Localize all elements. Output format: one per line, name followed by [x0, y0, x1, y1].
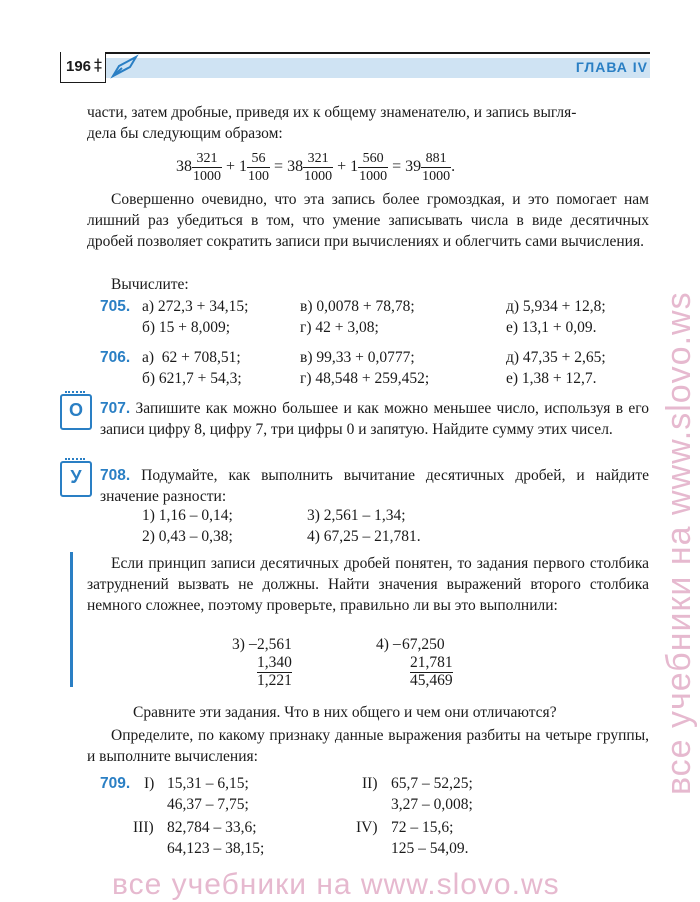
equation: 38 $\frac{321}{1000}$ + 1 $\frac{56}{100}$ = 38 $\frac{321}{1000}$ + 1 $\frac{560}{1000}$ = 39 $\frac{881}{1000}$ .	[176, 151, 456, 184]
exercise-number: 707.	[100, 400, 131, 417]
watermark-bottom: все учебники на www.slovo.ws	[112, 868, 560, 901]
exercise-number: 709.	[100, 775, 131, 792]
define-text: Определите, по какому признаку данные выражения разбиты на четыре группы, и выполните вычисления:	[87, 727, 649, 765]
page-number: 196	[66, 58, 92, 75]
intro-line-1: части, затем дробные, приведя их к общему знаменателю, и запись выгля-	[87, 104, 577, 121]
exercise-number: 706.	[100, 349, 131, 366]
chapter-title: ГЛАВА IV	[575, 59, 648, 75]
binder-icon: ‡	[94, 55, 102, 74]
note-bar	[70, 552, 73, 687]
header-bar	[60, 52, 650, 84]
watermark-side: все учебники на www.slovo.ws	[660, 291, 698, 795]
pencil-icon	[110, 54, 140, 80]
notebook-u-icon: У	[60, 461, 92, 497]
note-text: Если принцип записи десятичных дробей понятен, то задания первого столбика затруднений вызвать не должны. Найти значения выражений второго столбика немного сложнее, поэтому проверьте, правильно ли вы это выполнили:	[87, 555, 649, 614]
compute-label: Вычислите:	[111, 276, 189, 293]
paragraph-conclusion: Совершенно очевидно, что эта запись более громоздкая, и это помогает нам лишний раз убедиться в том, что умение записывать числа в виде десятичных дробей позволяет сократить записи при вычислениях и облегчить сами вычисления.	[87, 191, 649, 250]
notebook-o-icon: О	[60, 394, 92, 430]
intro-line-2: дела бы следующим образом:	[87, 125, 283, 142]
exercise-text: Подумайте, как выполнить вычитание десятичных дробей, и найдите значение разности:	[100, 467, 649, 505]
exercise-text: Запишите как можно большее и как можно меньшее число, используя в его записи цифру 8, цифру 7, три цифры 0 и запятую. Найдите сумму этих чисел.	[100, 400, 649, 438]
exercise-number: 705.	[100, 298, 131, 315]
compare-text: Сравните эти задания. Что в них общего и чем они отличаются?	[133, 704, 557, 721]
exercise-number: 708.	[100, 467, 131, 484]
